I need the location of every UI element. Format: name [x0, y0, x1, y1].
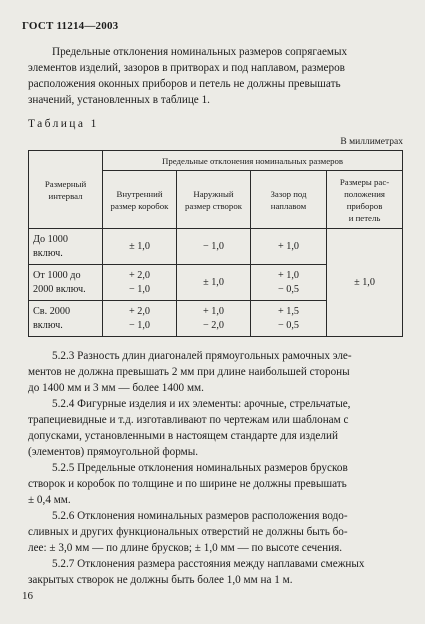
paragraph-line: (элементов) прямоугольной формы.	[28, 446, 199, 458]
header-gap: Зазор под наплавом	[251, 171, 327, 229]
cell-outer: + 1,0 − 2,0	[177, 301, 251, 337]
section-5-2-5	[28, 460, 400, 508]
paragraph-line: 5.2.6 Отклонения номинальных размеров расположения водо-	[52, 510, 348, 522]
header-hinges: Размеры рас- положения приборов и петель	[327, 171, 403, 229]
table-caption: Таблица 1	[28, 118, 99, 130]
paragraph-line: ментов не должна превышать 2 мм при длине наибольшей стороны	[28, 366, 350, 378]
cell-inner: + 2,0 − 1,0	[103, 301, 177, 337]
intro-paragraph	[28, 44, 400, 108]
cell-outer: ± 1,0	[177, 265, 251, 301]
header-inner-size: Внутренний размер коробок	[103, 171, 177, 229]
table-row	[29, 229, 403, 265]
paragraph-line: значений, установленных в таблице 1.	[28, 94, 210, 106]
section-5-2-6	[28, 508, 400, 556]
paragraph-line: трапециевидные и т.д. изготавливают по чертежам или шаблонам с	[28, 414, 349, 426]
cell-inner: + 2,0 − 1,0	[103, 265, 177, 301]
paragraph-line: 5.2.4 Фигурные изделия и их элементы: арочные, стрельчатые,	[52, 398, 351, 410]
header-group: Предельные отклонения номинальных размеров	[103, 151, 403, 171]
paragraph-line: Предельные отклонения номинальных размеров сопрягаемых	[52, 46, 348, 58]
paragraph-line: закрытых створок не должны быть более 1,0 мм на 1 м.	[28, 574, 293, 586]
paragraph-line: 5.2.3 Разность длин диагоналей прямоугольных рамочных эле-	[52, 350, 352, 362]
cell-interval: Св. 2000 включ.	[29, 301, 103, 337]
section-5-2-4	[28, 396, 400, 460]
table-units: В миллиметрах	[340, 137, 403, 147]
paragraph-line: до 1400 мм и 3 мм — более 1400 мм.	[28, 382, 204, 394]
section-5-2-3	[28, 348, 400, 396]
paragraph-line: 5.2.5 Предельные отклонения номинальных размеров брусков	[52, 462, 348, 474]
cell-outer: − 1,0	[177, 229, 251, 265]
cell-inner: ± 1,0	[103, 229, 177, 265]
section-5-2-7	[28, 556, 400, 588]
paragraph-line: ± 0,4 мм.	[28, 494, 71, 506]
paragraph-line: створок и коробок по толщине и по ширине не должны превышать	[28, 478, 347, 490]
cell-interval: От 1000 до 2000 включ.	[29, 265, 103, 301]
paragraph-line: лее: ± 3,0 мм — по длине брусков; ± 1,0 мм — по высоте сечения.	[28, 542, 343, 554]
page-number: 16	[22, 590, 33, 602]
header-outer-size: Наружный размер створок	[177, 171, 251, 229]
cell-interval: До 1000 включ.	[29, 229, 103, 265]
paragraph-line: 5.2.7 Отклонения размера расстояния между наплавами смежных	[52, 558, 365, 570]
standard-header: ГОСТ 11214—2003	[22, 20, 119, 32]
paragraph-line: сливных и других функциональных отверстий не должны быть бо-	[28, 526, 348, 538]
paragraph-line: допусками, установленными в настоящем стандарте для изделий	[28, 430, 338, 442]
cell-gap: + 1,5 − 0,5	[251, 301, 327, 337]
tolerance-table	[28, 150, 403, 337]
paragraph-line: элементов изделий, зазоров в притворах и под наплавом, размеров	[28, 62, 345, 74]
cell-gap: + 1,0	[251, 229, 327, 265]
paragraph-line: расположения оконных приборов и петель не должны превышать	[28, 78, 341, 90]
header-interval: Размерный интервал	[29, 151, 103, 229]
cell-hinges: ± 1,0	[327, 229, 403, 337]
cell-gap: + 1,0 − 0,5	[251, 265, 327, 301]
